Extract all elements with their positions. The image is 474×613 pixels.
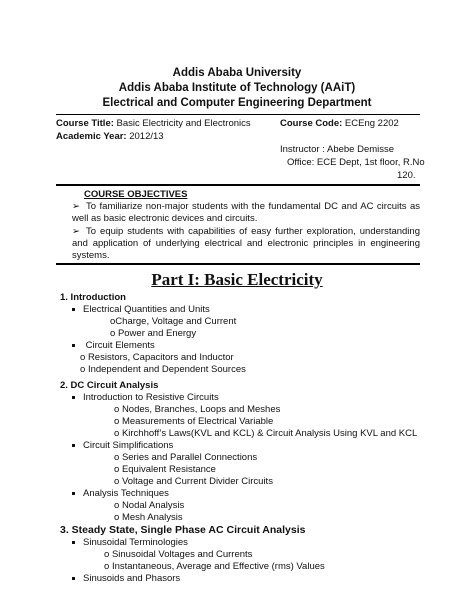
sub-list-item	[114, 464, 216, 476]
sub-list-item	[110, 328, 196, 340]
office-room: 120.	[397, 170, 416, 181]
list-item-label: Analysis Techniques	[83, 488, 169, 499]
section-title: 3. Steady State, Single Phase AC Circuit Analysis	[60, 524, 306, 536]
square-bullet-icon	[72, 577, 75, 580]
square-bullet-icon	[72, 444, 75, 447]
arrow-bullet-icon: ➢	[72, 226, 80, 237]
circle-bullet-icon: o	[114, 452, 120, 463]
part-title	[0, 270, 474, 290]
circle-bullet-icon: o	[114, 512, 120, 523]
sub-list-item	[114, 512, 183, 524]
sub-list-item-label: Series and Parallel Connections	[121, 452, 258, 463]
circle-bullet-icon: o	[114, 428, 120, 439]
square-bullet-icon	[72, 344, 75, 347]
part-title-text: Part I: Basic Electricity	[151, 270, 323, 289]
sub-list-item-label: Nodal Analysis	[121, 500, 185, 511]
square-bullet-icon	[72, 541, 75, 544]
sub-list-item	[110, 316, 236, 328]
institute-name: Addis Ababa Institute of Technology (AAiT)	[118, 82, 356, 94]
circle-bullet-icon: o	[114, 416, 120, 427]
list-item-label: Circuit Elements	[85, 340, 155, 351]
instructor: Instructor : Abebe Demisse	[280, 144, 395, 155]
sub-list-item-label: Charge, Voltage and Current	[115, 316, 237, 327]
square-bullet-icon	[72, 492, 75, 495]
sub-list-item-label: Voltage and Current Divider Circuits	[121, 476, 273, 487]
sub-list-item	[114, 476, 273, 488]
course-code	[280, 118, 399, 130]
objective-text: To familiarize non-major students with the fundamental DC and AC circuits as well as basic electronic devices and circuits.	[72, 201, 420, 224]
sub-list-item	[114, 452, 257, 464]
office-location: Office: ECE Dept, 1st floor, R.No	[287, 157, 425, 168]
sub-list-item-label: Independent and Dependent Sources	[87, 364, 246, 375]
academic-year-label: Academic Year:	[56, 131, 127, 142]
list-item-label: Sinusoids and Phasors	[83, 573, 181, 584]
section-title: 1. Introduction	[60, 292, 126, 303]
sub-list-item-label: Nodes, Branches, Loops and Meshes	[121, 404, 281, 415]
sub-list-item	[114, 404, 280, 416]
sub-list-item	[80, 364, 246, 376]
academic-year	[56, 131, 164, 143]
circle-bullet-icon: o	[80, 352, 86, 363]
objective-text: To equip students with capabilities of easy further exploration, understanding and application of underlying electrical and electronic principles in engineering systems.	[72, 226, 420, 261]
circle-bullet-icon: o	[114, 476, 120, 487]
sub-list-item-label: Power and Energy	[117, 328, 197, 339]
sub-list-item-label: Measurements of Electrical Variable	[121, 416, 274, 427]
circle-bullet-icon: o	[114, 500, 120, 511]
objective-item	[72, 201, 420, 225]
header-divider	[56, 114, 420, 115]
sub-list-item-label: Kirchhoff’s Laws(KVL and KCL) & Circuit Analysis Using KVL and KCL	[121, 428, 418, 439]
course-title	[56, 118, 251, 130]
list-item-label: Circuit Simplifications	[83, 440, 174, 451]
square-bullet-icon	[72, 396, 75, 399]
course-code-label: Course Code:	[280, 118, 343, 129]
list-item-label: Sinusoidal Terminologies	[83, 537, 188, 548]
sub-list-item-label: Equivalent Resistance	[121, 464, 216, 475]
objectives-divider	[56, 263, 420, 265]
list-item	[72, 488, 169, 500]
circle-bullet-icon: o	[114, 464, 120, 475]
list-item	[72, 440, 173, 452]
square-bullet-icon	[72, 308, 75, 311]
circle-bullet-icon: o	[104, 561, 110, 572]
sub-list-item-label: Mesh Analysis	[121, 512, 183, 523]
circle-bullet-icon: o	[110, 316, 116, 327]
course-title-value: Basic Electricity and Electronics	[113, 118, 251, 129]
sub-list-item-label: Sinusoidal Voltages and Currents	[111, 549, 253, 560]
section-title: 2. DC Circuit Analysis	[60, 380, 159, 391]
sub-list-item	[114, 416, 273, 428]
circle-bullet-icon: o	[80, 364, 86, 375]
circle-bullet-icon: o	[110, 328, 116, 339]
list-item	[72, 537, 188, 549]
info-divider	[56, 184, 420, 186]
list-item	[72, 304, 210, 316]
list-item	[72, 340, 155, 352]
sub-list-item-label: Instantaneous, Average and Effective (rms) Values	[111, 561, 325, 572]
sub-list-item	[104, 561, 325, 573]
list-item-label: Introduction to Resistive Circuits	[83, 392, 219, 403]
sub-list-item	[114, 500, 184, 512]
objectives-heading: COURSE OBJECTIVES	[84, 189, 188, 200]
arrow-bullet-icon: ➢	[72, 201, 80, 212]
university-name: Addis Ababa University	[172, 67, 302, 79]
department-name: Electrical and Computer Engineering Department	[102, 97, 372, 109]
list-item	[72, 392, 219, 404]
sub-list-item-label: Resistors, Capacitors and Inductor	[87, 352, 234, 363]
sub-list-item	[104, 549, 252, 561]
course-title-label: Course Title:	[56, 118, 114, 129]
sub-list-item	[114, 428, 417, 440]
list-item	[72, 573, 180, 585]
course-code-value: ECEng 2202	[342, 118, 399, 129]
circle-bullet-icon: o	[104, 549, 110, 560]
circle-bullet-icon: o	[114, 404, 120, 415]
list-item-label: Electrical Quantities and Units	[83, 304, 210, 315]
sub-list-item	[80, 352, 234, 364]
academic-year-value: 2012/13	[126, 131, 164, 142]
objective-item	[72, 226, 420, 262]
